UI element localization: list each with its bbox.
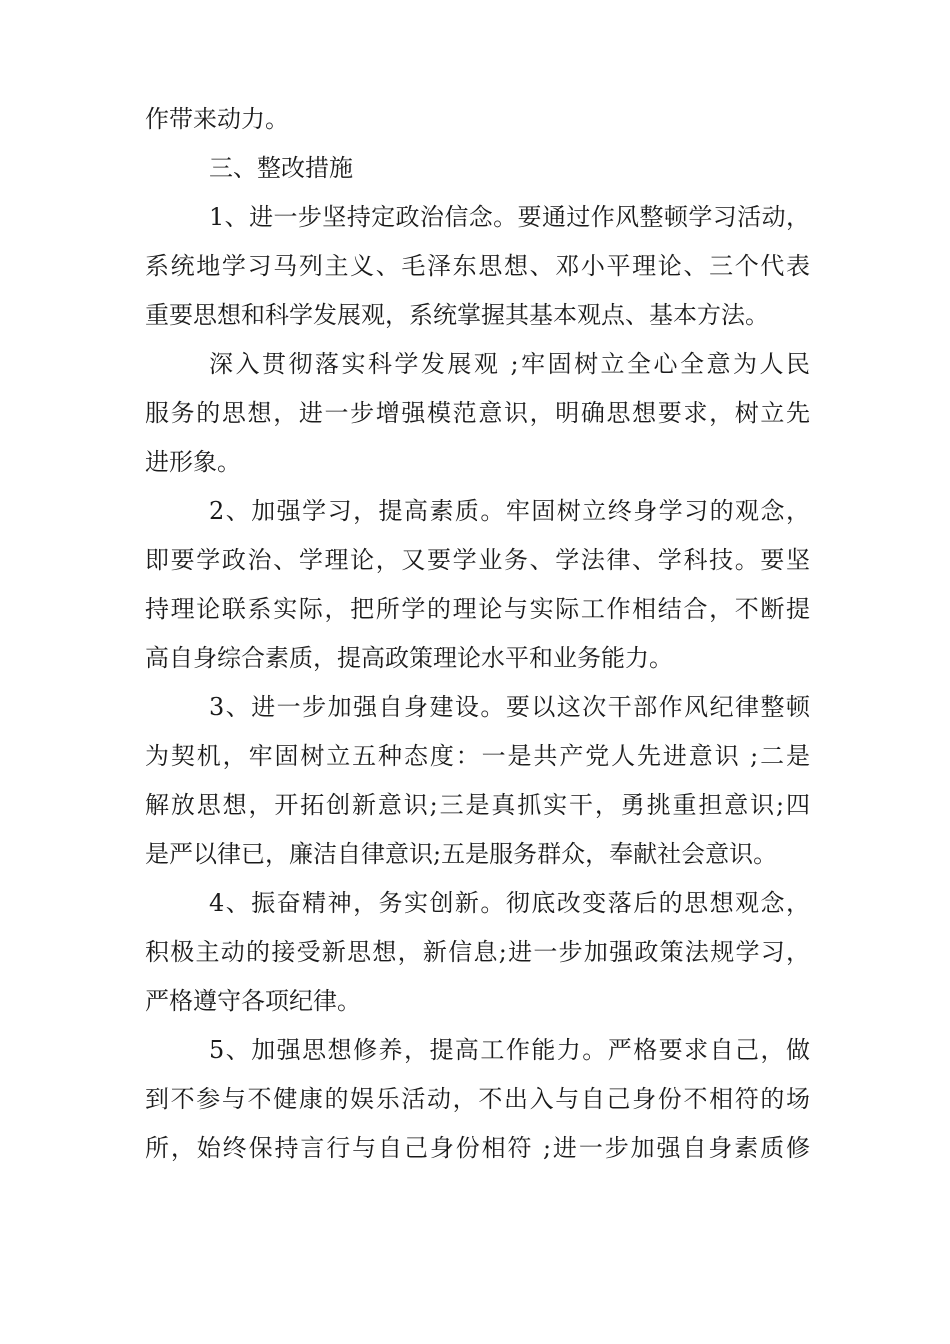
paragraph-line: 5、加强思想修养，提高工作能力。严格要求自己，做 bbox=[209, 1036, 810, 1064]
paragraph-line: 是严以律已，廉洁自律意识;五是服务群众，奉献社会意识。 bbox=[145, 840, 778, 868]
paragraph-line: 3、进一步加强自身建设。要以这次干部作风纪律整顿 bbox=[209, 693, 810, 721]
paragraph-line: 重要思想和科学发展观，系统掌握其基本观点、基本方法。 bbox=[145, 301, 769, 329]
paragraph-line: 积极主动的接受新思想，新信息;进一步加强政策法规学习， bbox=[145, 938, 810, 966]
paragraph-line: 1、进一步坚持定政治信念。要通过作风整顿学习活动， bbox=[209, 203, 810, 231]
paragraph-line: 4、振奋精神，务实创新。彻底改变落后的思想观念， bbox=[209, 889, 810, 917]
paragraph-line: 解放思想，开拓创新意识;三是真抓实干，勇挑重担意识;四 bbox=[145, 791, 810, 819]
paragraph-line: 服务的思想，进一步增强模范意识，明确思想要求，树立先 bbox=[145, 399, 810, 427]
paragraph-line: 到不参与不健康的娱乐活动，不出入与自己身份不相符的场 bbox=[145, 1085, 810, 1113]
paragraph-line: 深入贯彻落实科学发展观 ;牢固树立全心全意为人民 bbox=[209, 350, 810, 378]
paragraph-line: 系统地学习马列主义、毛泽东思想、邓小平理论、三个代表 bbox=[145, 252, 810, 280]
section-heading: 三、整改措施 bbox=[209, 154, 353, 182]
paragraph-line: 严格遵守各项纪律。 bbox=[145, 987, 361, 1015]
paragraph-line: 持理论联系实际，把所学的理论与实际工作相结合，不断提 bbox=[145, 595, 810, 623]
paragraph-line: 即要学政治、学理论，又要学业务、学法律、学科技。要坚 bbox=[145, 546, 810, 574]
paragraph-line: 进形象。 bbox=[145, 448, 241, 476]
paragraph-line: 2、加强学习，提高素质。牢固树立终身学习的观念， bbox=[209, 497, 810, 525]
paragraph-line: 所，始终保持言行与自己身份相符 ;进一步加强自身素质修 bbox=[145, 1134, 810, 1162]
paragraph-line: 高自身综合素质，提高政策理论水平和业务能力。 bbox=[145, 644, 673, 672]
paragraph-line: 作带来动力。 bbox=[145, 105, 289, 133]
paragraph-line: 为契机，牢固树立五种态度：一是共产党人先进意识 ;二是 bbox=[145, 742, 810, 770]
document-body bbox=[145, 95, 810, 1173]
